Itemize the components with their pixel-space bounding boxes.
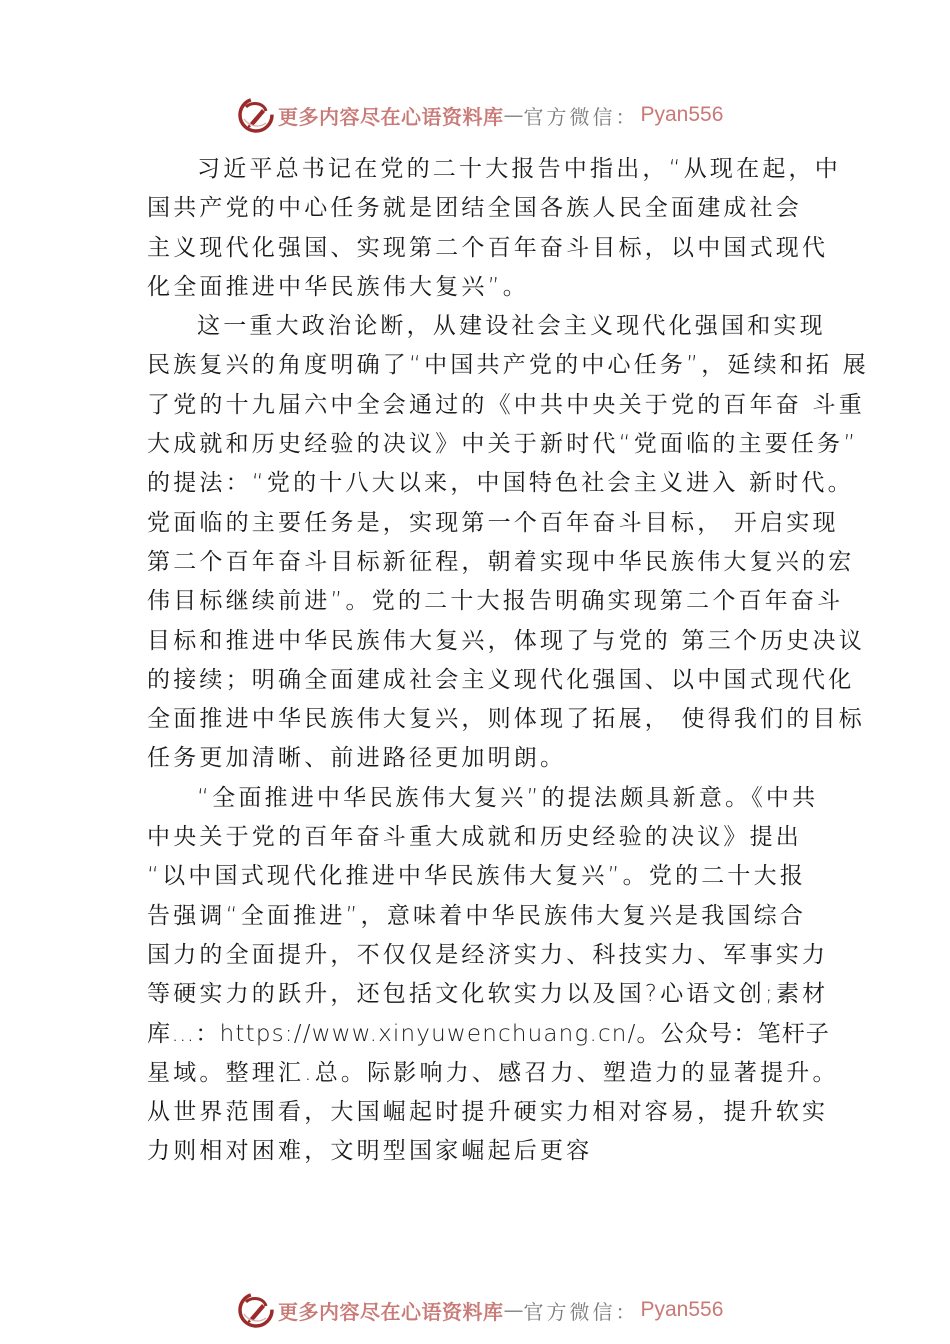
paragraph-2-line-8: 伟目标继续前进”。党的二十大报告明确实现第二个百年奋斗	[147, 588, 844, 615]
paragraph-3-line-8: 星域。整理汇.总。际影响力、感召力、塑造力的显著提升。	[147, 1059, 839, 1086]
header-dash: —	[503, 103, 524, 127]
paragraph-3-line-4: 告强调“全面推进”，意味着中华民族伟大复兴是我国综合	[147, 902, 807, 929]
paragraph-2-line-2: 民族复兴的角度明确了“中国共产党的中心任务”，延续和拓 展	[147, 352, 869, 379]
paragraph-1-line-2: 国共产党的中心任务就是团结全国各族人民全面建成社会	[147, 195, 802, 222]
paragraph-3-line-3: “以中国式现代化推进中华民族伟大复兴”。党的二十大报	[147, 863, 807, 890]
pen-nib-logo-icon	[238, 97, 274, 133]
footer-wechat-id: Pyan556	[640, 1298, 724, 1321]
paragraph-2-line-1: 这一重大政治论断，从建设社会主义现代化强国和实现	[197, 313, 826, 340]
paragraph-2-line-6: 党面临的主要任务是，实现第一个百年奋斗目标， 开启实现	[147, 509, 839, 536]
header-banner	[238, 95, 723, 135]
paragraph-3-line-7-url: 库…：https://www.xinyuwenchuang.cn/。公众号：笔杆子	[147, 1020, 831, 1047]
paragraph-2-line-11: 全面推进中华民族伟大复兴，则体现了拓展， 使得我们的目标	[147, 706, 865, 733]
paragraph-3-line-6: 等硬实力的跃升，还包括文化软实力以及国?心语文创;素材	[147, 981, 829, 1008]
footer-banner	[238, 1290, 723, 1330]
paragraph-1-line-3: 主义现代化强国、实现第二个百年奋斗目标，以中国式现代	[147, 234, 829, 261]
paragraph-3-line-1: “全面推进中华民族伟大复兴”的提法颇具新意。《中共	[197, 784, 819, 811]
document-body	[147, 150, 869, 1172]
header-wechat-id: Pyan556	[640, 103, 724, 126]
paragraph-3-line-2: 中央关于党的百年奋斗重大成就和历史经验的决议》提出	[147, 824, 802, 851]
paragraph-3-line-10: 力则相对困难，文明型国家崛起后更容	[147, 1138, 593, 1165]
footer-promo-text: 更多内容尽在心语资料库	[278, 1299, 504, 1324]
paragraph-3-line-5: 国力的全面提升，不仅仅是经济实力、科技实力、军事实力	[147, 941, 829, 968]
paragraph-2-line-4: 大成就和历史经验的决议》中关于新时代“党面临的主要任务”	[147, 431, 859, 458]
header-official-label: 官方微信：	[523, 104, 639, 129]
paragraph-2-line-10: 的接续；明确全面建成社会主义现代化强国、以中国式现代化	[147, 666, 855, 693]
paragraph-2-line-3: 了党的十九届六中全会通过的《中共中央关于党的百年奋 斗重	[147, 391, 865, 418]
paragraph-1-line-1: 习近平总书记在党的二十大报告中指出，“从现在起，中	[197, 156, 841, 182]
paragraph-2-line-12: 任务更加清晰、前进路径更加明朗。	[147, 745, 567, 772]
paragraph-1-line-4: 化全面推进中华民族伟大复兴”。	[147, 273, 529, 300]
paragraph-3-line-9: 从世界范围看，大国崛起时提升硬实力相对容易，提升软实	[147, 1099, 829, 1126]
paragraph-2-line-7: 第二个百年奋斗目标新征程，朝着实现中华民族伟大复兴的宏	[147, 548, 855, 575]
header-promo-text: 更多内容尽在心语资料库	[278, 104, 504, 129]
footer-dash: —	[503, 1298, 524, 1322]
paragraph-2-line-9: 目标和推进中华民族伟大复兴，体现了与党的 第三个历史决议	[147, 627, 865, 654]
paragraph-2-line-5: 的提法：“党的十八大以来，中国特色社会主义进入 新时代。	[147, 470, 854, 497]
pen-nib-logo-icon	[238, 1292, 274, 1328]
footer-official-label: 官方微信：	[523, 1299, 639, 1324]
